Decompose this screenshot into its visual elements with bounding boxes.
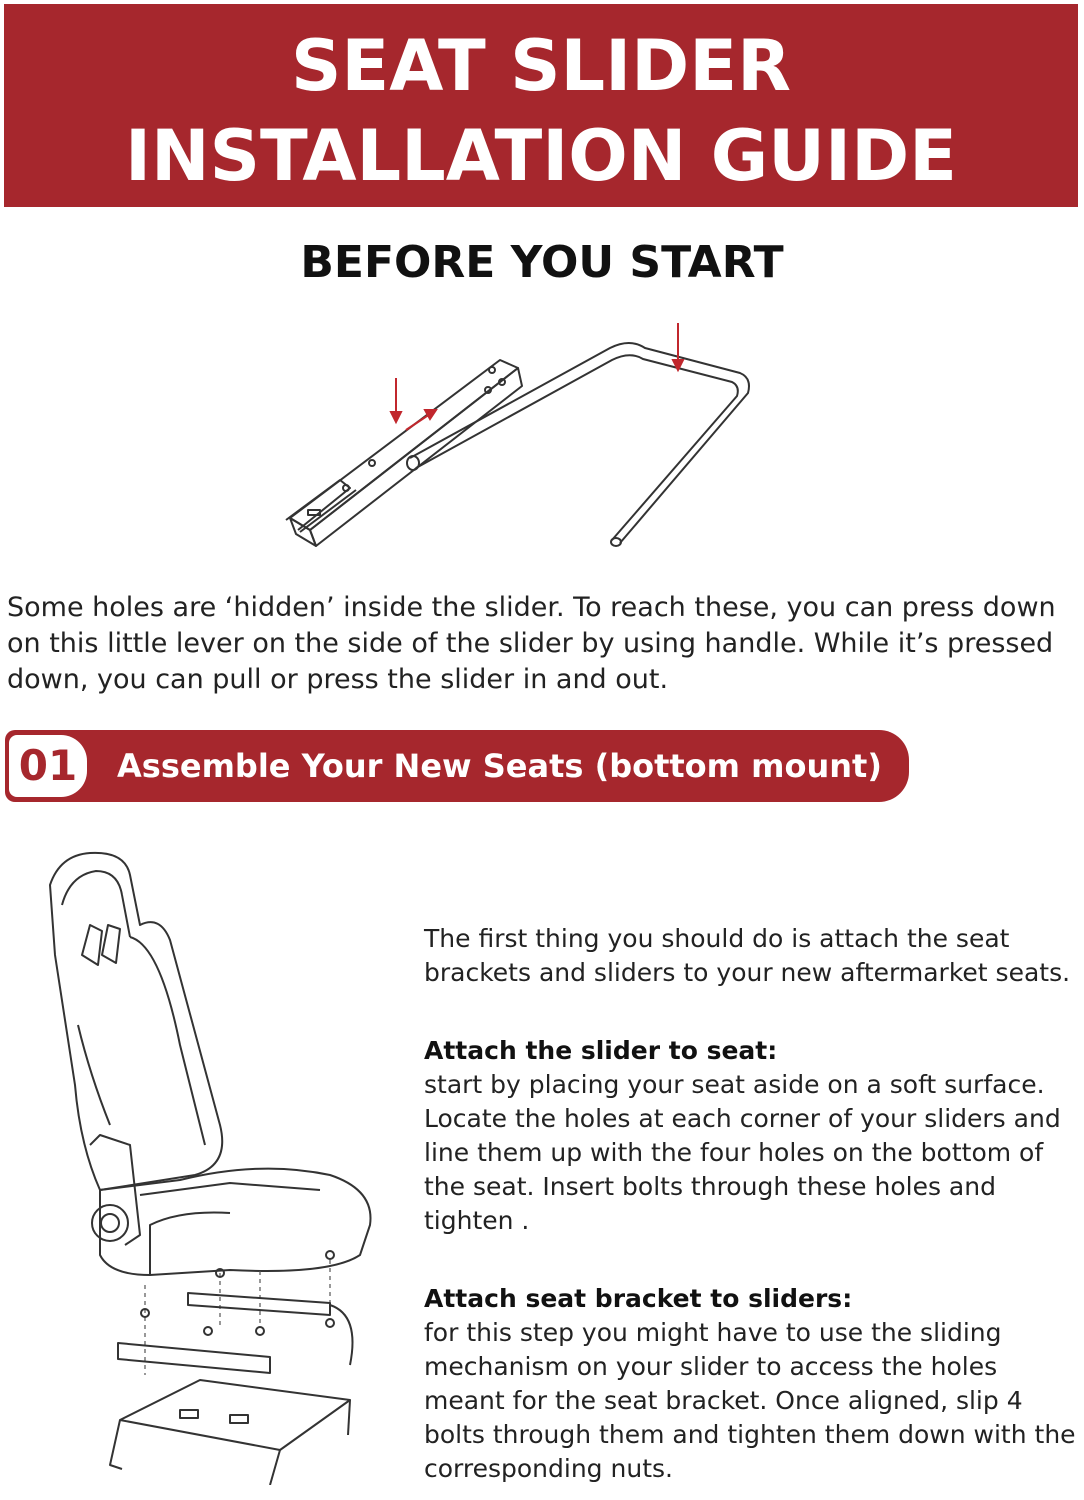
before-you-start-heading: BEFORE YOU START xyxy=(300,237,784,288)
step-title: Assemble Your New Seats (bottom mount) xyxy=(117,747,882,785)
hidden-holes-note: Some holes are ‘hidden’ inside the slider. To reach these, you can press down on this little lever on the side of the slider by using handle. While it’s pressed down, you can pull or press the slider in and out. xyxy=(7,592,1056,695)
step-number: 01 xyxy=(18,741,78,790)
attach-slider-text: start by placing your seat aside on a soft surface. Locate the holes at each corner of your sliders and line them up with the four holes on the bottom of the seat. Insert bolts through these holes and tighten . xyxy=(424,1070,1061,1235)
attach-bracket-heading: Attach seat bracket to sliders: xyxy=(424,1284,853,1313)
seat-slider-illustration xyxy=(270,318,770,558)
attach-slider-heading: Attach the slider to seat: xyxy=(424,1036,778,1065)
step-number-badge xyxy=(9,735,87,797)
step-01-header xyxy=(5,730,909,802)
step-intro: The first thing you should do is attach the seat brackets and sliders to your new aftermarket seats. xyxy=(424,924,1071,987)
racing-seat-illustration xyxy=(30,845,410,1485)
title-banner xyxy=(4,4,1078,207)
title-line-2: INSTALLATION GUIDE xyxy=(124,115,957,197)
attach-bracket-text: for this step you might have to use the sliding mechanism on your slider to access the holes meant for the seat bracket. Once aligned, slip 4 bolts through them and tighten them down with the corresponding nuts. xyxy=(424,1318,1076,1483)
step-01-instructions xyxy=(424,922,1079,1486)
title-line-1: SEAT SLIDER xyxy=(291,25,791,107)
